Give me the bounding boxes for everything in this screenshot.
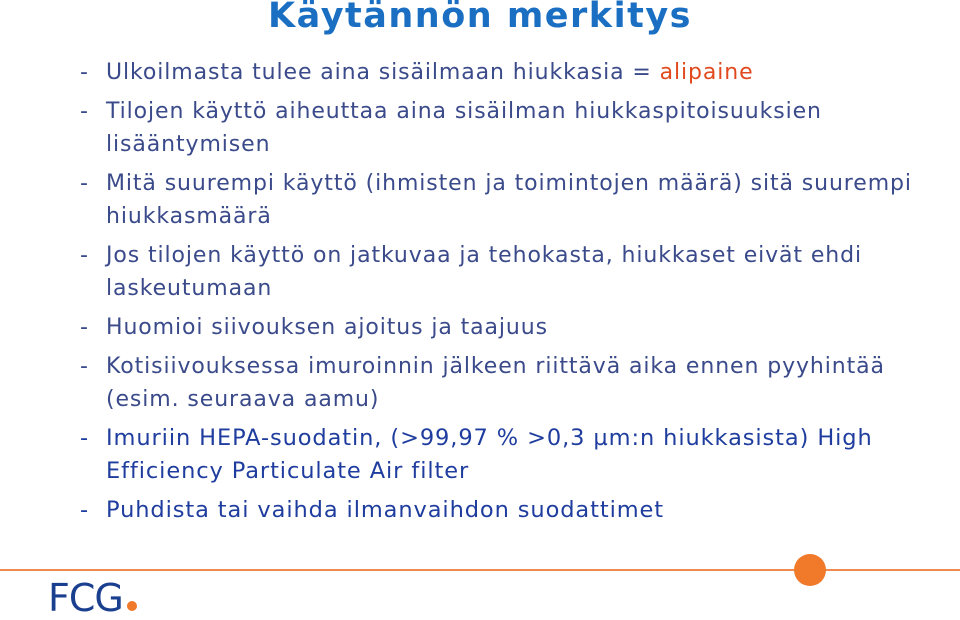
bullet-text: Ulkoilmasta tulee aina sisäilmaan hiukkasia =: [106, 60, 660, 85]
bullet-item: [80, 494, 940, 527]
bullet-accent-text: alipaine: [659, 60, 754, 85]
bullet-item: [80, 95, 940, 161]
footer-dot-icon: [794, 554, 826, 586]
bullet-item: [80, 311, 940, 344]
bullet-text: Jos tilojen käyttö on jatkuvaa ja tehokasta, hiukkaset eivät ehdi laskeutumaan: [106, 243, 863, 301]
bullet-item: [80, 422, 940, 488]
bullet-text: Kotisiivouksessa imuroinnin jälkeen riittävä aika ennen pyyhintää (esim. seuraava aamu): [106, 354, 885, 412]
page-title: Käytännön merkitys: [268, 0, 692, 36]
logo-dot-icon: [127, 601, 137, 611]
bullet-dash: -: [80, 497, 90, 523]
bullet-text: Huomioi siivouksen ajoitus ja taajuus: [106, 315, 548, 340]
bullet-list: [80, 56, 940, 533]
bullet-item: [80, 239, 940, 305]
bullet-dash: -: [80, 243, 89, 268]
bullet-dash: -: [80, 315, 89, 340]
bullet-text: Mitä suurempi käyttö (ihmisten ja toimintojen määrä) sitä suurempi hiukkasmäärä: [106, 171, 912, 229]
bullet-dash: -: [80, 171, 89, 196]
bullet-item: [80, 350, 940, 416]
bullet-dash: -: [80, 354, 89, 379]
bullet-dash: -: [80, 99, 89, 124]
bullet-item: [80, 56, 940, 89]
logo-text: FCG: [48, 576, 123, 620]
bullet-text: Puhdista tai vaihda ilmanvaihdon suodattimet: [106, 497, 665, 523]
bullet-text: Imuriin HEPA-suodatin, (>99,97 % >0,3 µm:n hiukkasista) High Efficiency Particulate Air filter: [106, 425, 873, 484]
fcg-logo: [48, 576, 137, 620]
bullet-dash: -: [80, 60, 89, 85]
bullet-dash: -: [80, 425, 90, 451]
bullet-text: Tilojen käyttö aiheuttaa aina sisäilman hiukkaspitoisuuksien lisääntymisen: [106, 99, 822, 157]
bullet-item: [80, 167, 940, 233]
